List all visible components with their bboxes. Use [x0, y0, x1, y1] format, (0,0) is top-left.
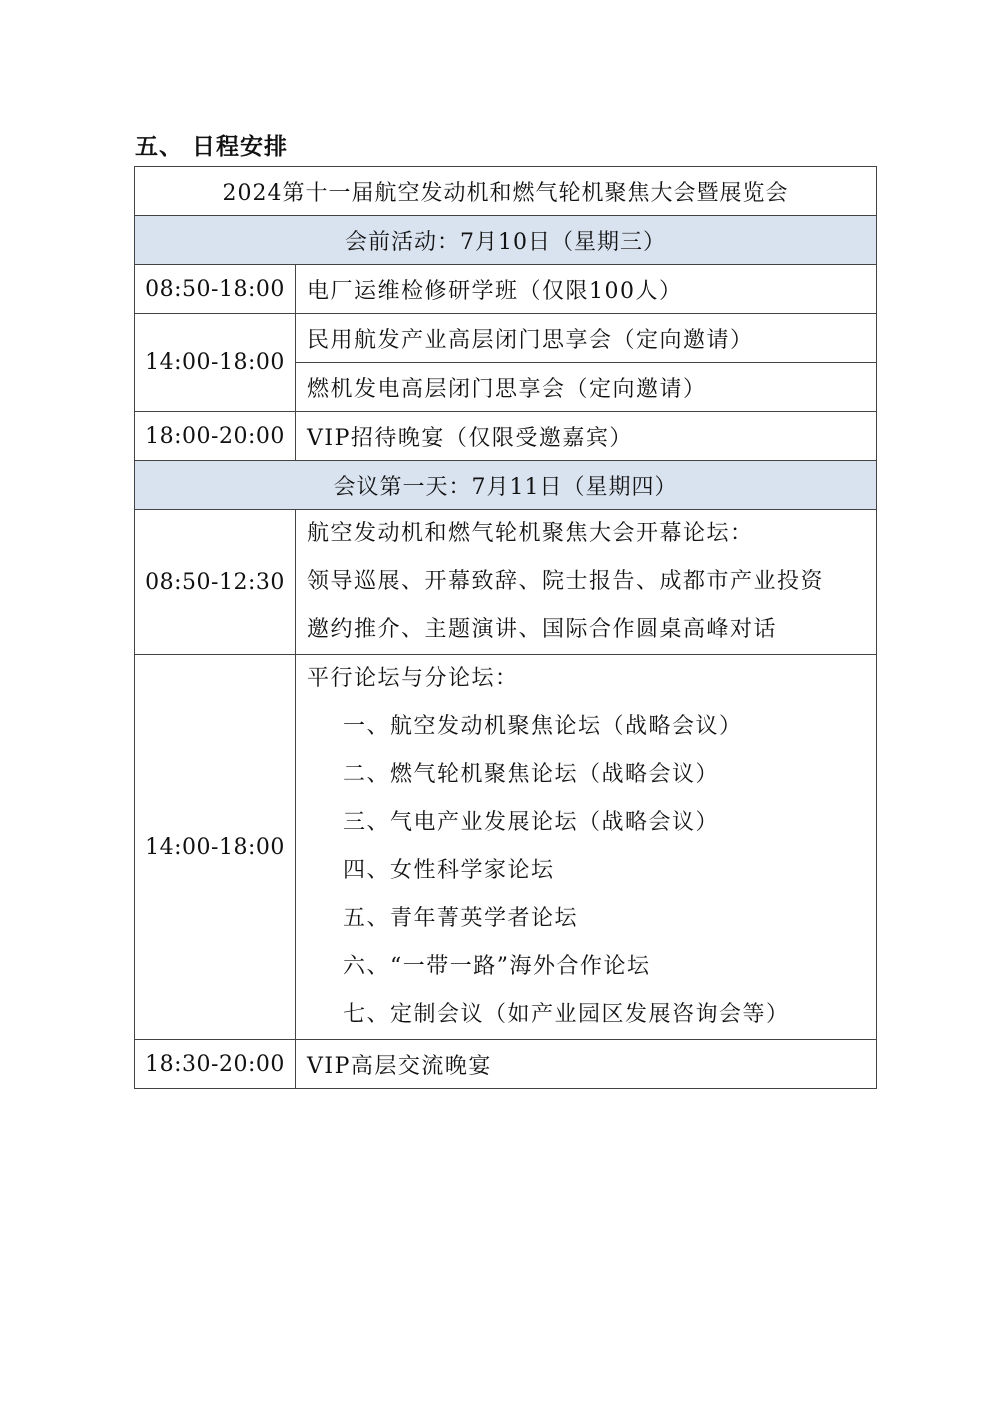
- section-title: 五、 日程安排: [135, 134, 289, 160]
- forum-item: 五、青年菁英学者论坛: [343, 906, 579, 931]
- session-event: 民用航发产业高层闭门思享会（定向邀请）: [296, 314, 877, 363]
- session-time: 08:50-18:00: [135, 265, 296, 314]
- table-row: [135, 655, 877, 1040]
- day-header-row: [135, 216, 877, 265]
- forum-item: 一、航空发动机聚焦论坛（战略会议）: [343, 714, 743, 739]
- forum-item: 六、“一带一路”海外合作论坛: [343, 954, 651, 979]
- session-time: 14:00-18:00: [135, 655, 296, 1040]
- session-time: 18:00-20:00: [135, 412, 296, 461]
- day-header: 会前活动：7月10日（星期三）: [135, 216, 877, 265]
- session-event: 燃机发电高层闭门思享会（定向邀请）: [296, 363, 877, 412]
- table-row: [135, 412, 877, 461]
- day-header: 会议第一天：7月11日（星期四）: [135, 461, 877, 510]
- session-time: 08:50-12:30: [135, 510, 296, 655]
- session-event: [296, 655, 877, 1040]
- table-title-row: [135, 167, 877, 216]
- table-row: [135, 265, 877, 314]
- forum-item: 四、女性科学家论坛: [343, 858, 555, 883]
- forum-item: 七、定制会议（如产业园区发展咨询会等）: [343, 1002, 790, 1027]
- table-row: [135, 314, 877, 363]
- forum-item: 三、气电产业发展论坛（战略会议）: [343, 810, 720, 835]
- session-event: VIP招待晚宴（仅限受邀嘉宾）: [296, 412, 877, 461]
- forum-lead: 平行论坛与分论坛：: [307, 666, 519, 691]
- table-title: 2024第十一届航空发动机和燃气轮机聚焦大会暨展览会: [135, 167, 877, 216]
- event-line: 领导巡展、开幕致辞、院士报告、成都市产业投资: [307, 569, 825, 594]
- session-event: VIP高层交流晚宴: [296, 1040, 877, 1089]
- event-line: 航空发动机和燃气轮机聚焦大会开幕论坛：: [307, 521, 754, 546]
- day-header-row: [135, 461, 877, 510]
- forum-item: 二、燃气轮机聚焦论坛（战略会议）: [343, 762, 720, 787]
- session-event: 电厂运维检修研学班（仅限100人）: [296, 265, 877, 314]
- schedule-table: [134, 166, 877, 1089]
- session-time: 18:30-20:00: [135, 1040, 296, 1089]
- table-row: [135, 510, 877, 655]
- table-row: [135, 1040, 877, 1089]
- session-event: [296, 510, 877, 655]
- event-line: 邀约推介、主题演讲、国际合作圆桌高峰对话: [307, 617, 778, 642]
- session-time: 14:00-18:00: [135, 314, 296, 412]
